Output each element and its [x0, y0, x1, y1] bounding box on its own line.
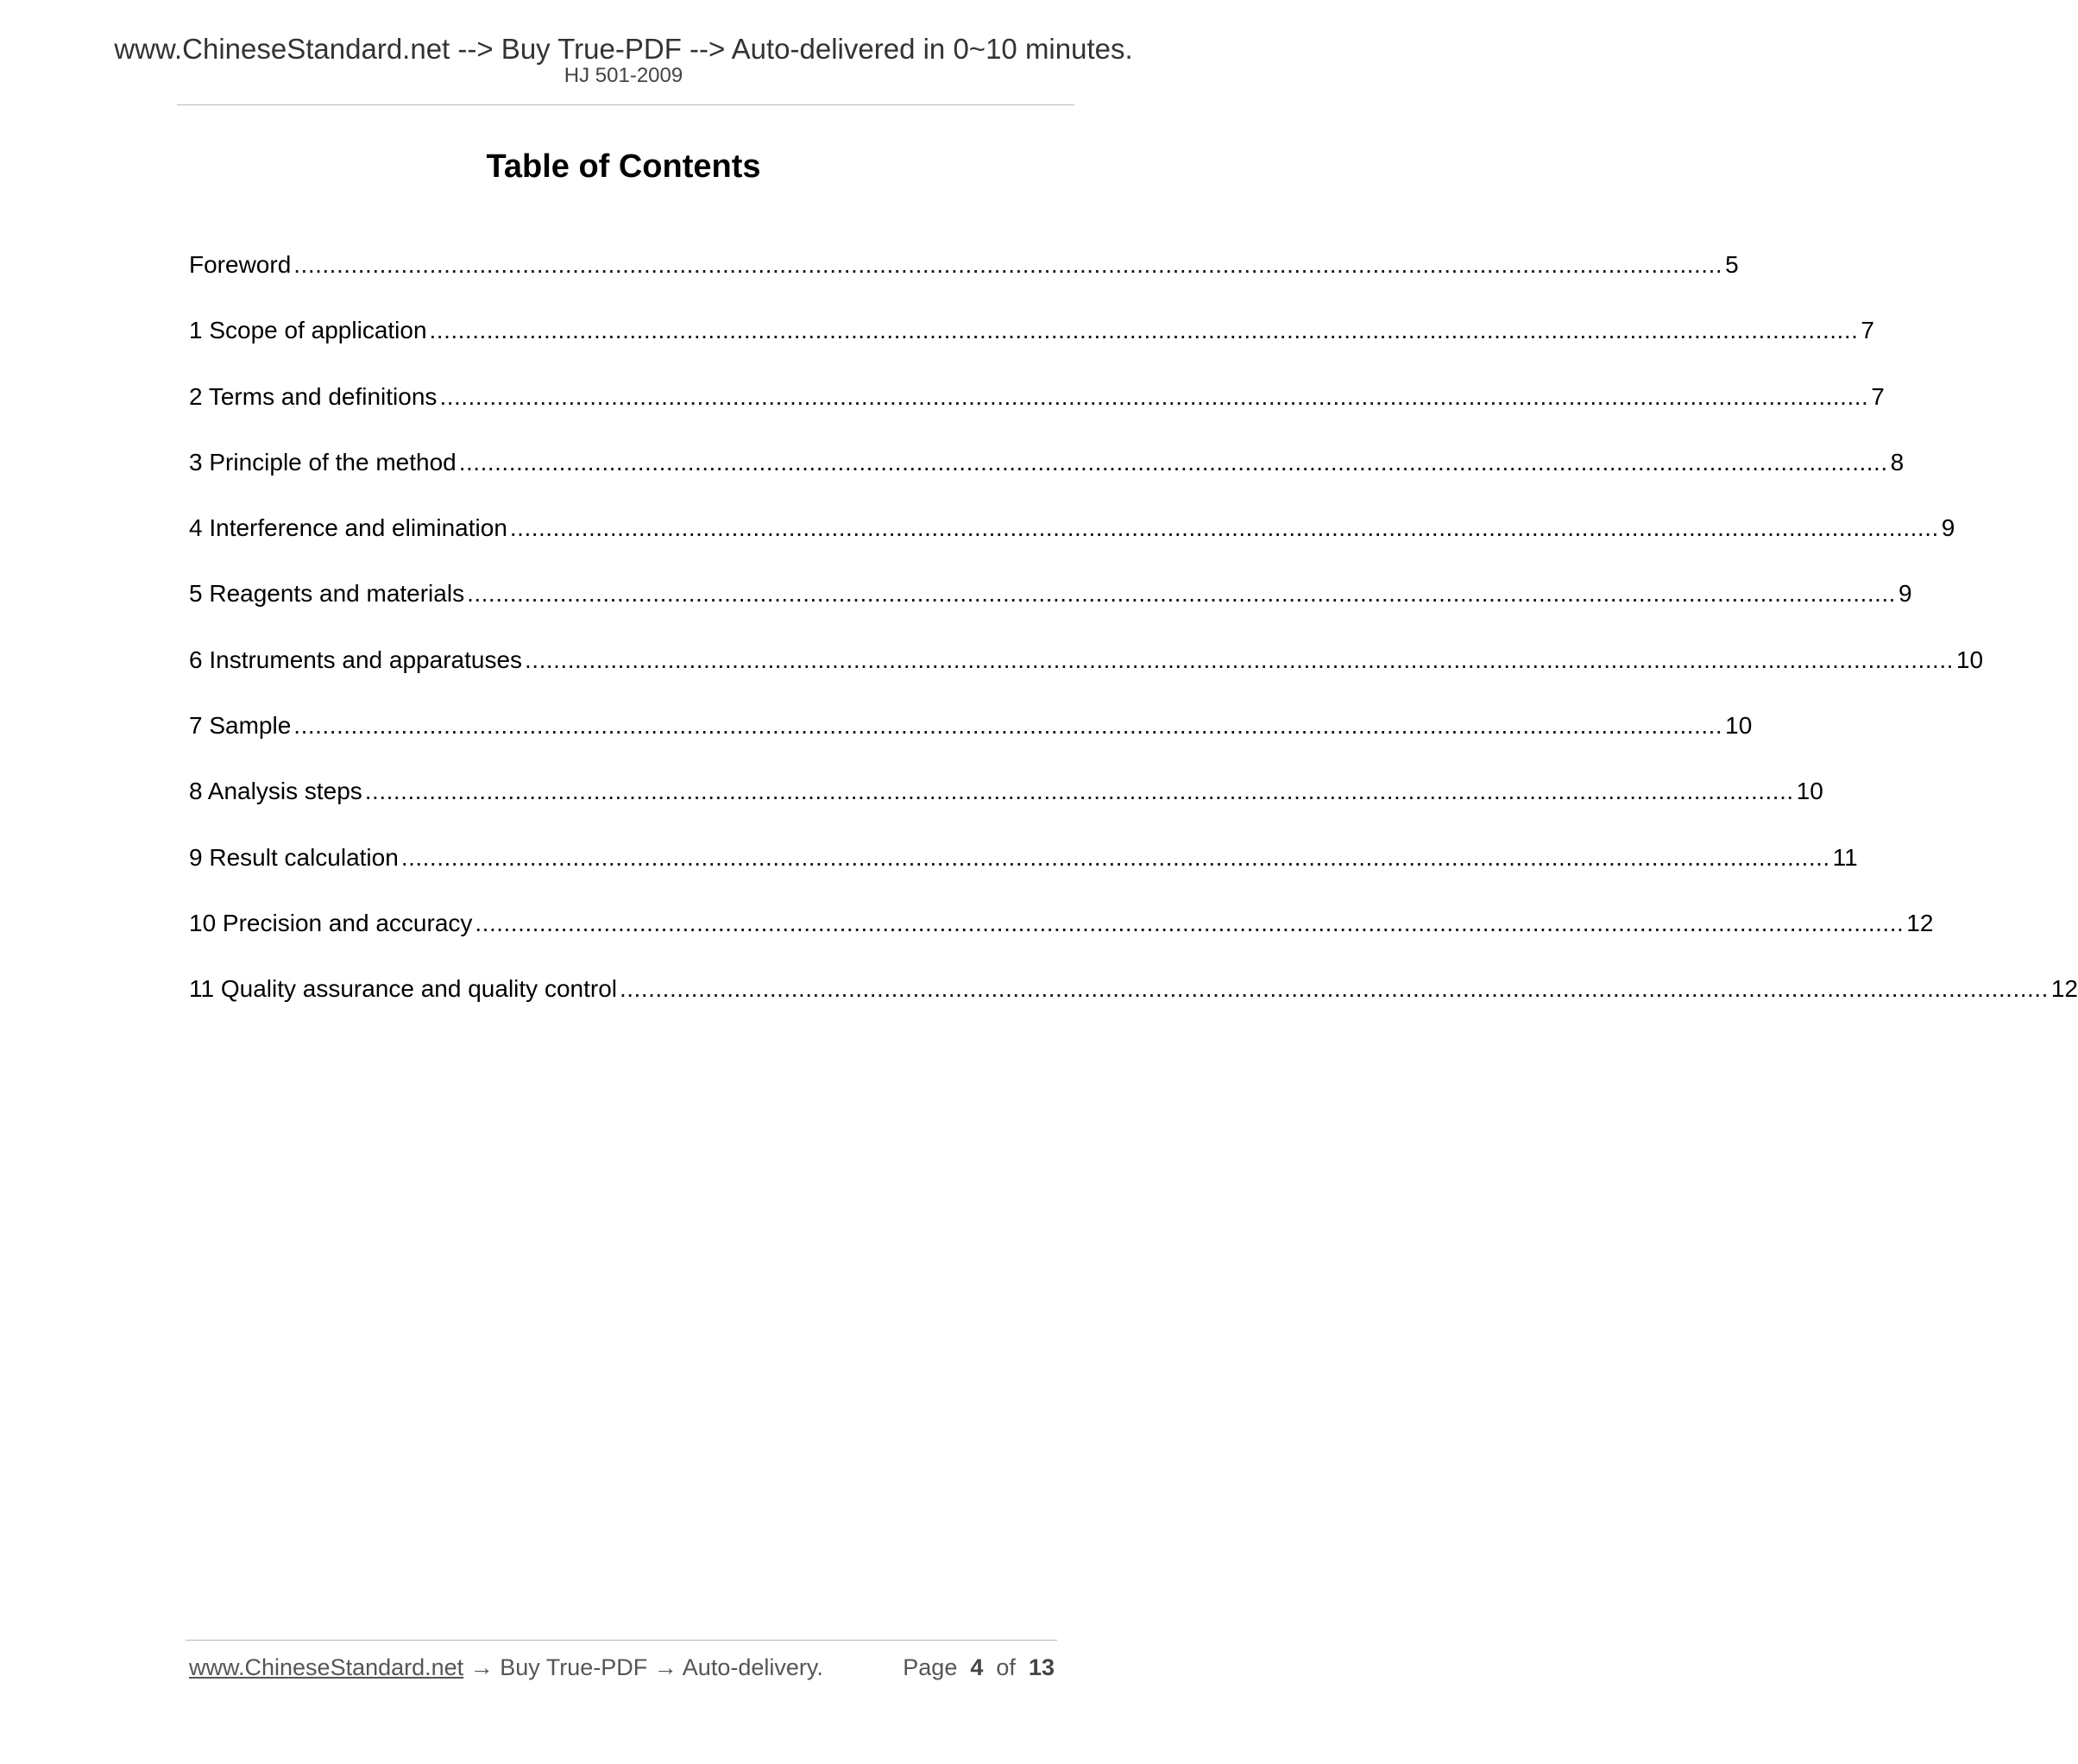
toc-entry-label: 11 Quality assurance and quality control: [189, 975, 617, 1003]
toc-entry-label: Foreword: [189, 251, 292, 278]
toc-entry-page: 9: [1941, 514, 1955, 542]
footer-divider: [186, 1640, 1057, 1641]
header-banner: www.ChineseStandard.net --> Buy True-PDF --> Auto-delivered in 0~10 minutes.: [114, 33, 1133, 65]
toc-entry-reagents[interactable]: [189, 576, 1912, 642]
toc-dot-leader: ........................................................................................................................................................................................................: [364, 778, 1794, 805]
footer-tagline: Buy True-PDF: [500, 1654, 648, 1680]
toc-entry-quality[interactable]: [189, 972, 2078, 1037]
toc-entry-page: 7: [1861, 317, 1874, 344]
toc-entry-scope[interactable]: [189, 313, 1874, 379]
page-word: Page: [903, 1654, 958, 1680]
footer-left: [189, 1656, 823, 1679]
toc-entry-page: 8: [1890, 448, 1905, 476]
toc-dot-leader: ........................................................................................................................................................................................................: [400, 843, 1830, 871]
page-total: 13: [1028, 1654, 1055, 1680]
toc-entry-label: 9 Result calculation: [189, 843, 399, 871]
footer-site-link[interactable]: www.ChineseStandard.net: [189, 1654, 464, 1680]
toc-entry-terms[interactable]: [189, 380, 1885, 445]
toc-entry-page: 12: [1906, 909, 1934, 936]
document-id: HJ 501-2009: [564, 64, 683, 87]
toc-dot-leader: ........................................................................................................................................................................................................: [293, 251, 1723, 278]
toc-entry-page: 12: [2050, 975, 2078, 1003]
toc-list: [189, 248, 2078, 1038]
header-divider: [177, 104, 1074, 105]
toc-dot-leader: ........................................................................................................................................................................................................: [525, 646, 1954, 673]
toc-entry-precision[interactable]: [189, 906, 1934, 972]
toc-dot-leader: ........................................................................................................................................................................................................: [509, 514, 1939, 542]
toc-entry-page: 7: [1871, 382, 1885, 410]
footer-tagline-2: Auto-delivery.: [682, 1654, 823, 1680]
of-word: of: [996, 1654, 1016, 1680]
toc-entry-analysis[interactable]: [189, 774, 1823, 840]
arrow-right-icon: →: [469, 1654, 494, 1680]
toc-entry-result[interactable]: [189, 841, 1858, 906]
toc-dot-leader: ........................................................................................................................................................................................................: [475, 909, 1905, 936]
toc-title: Table of Contents: [486, 148, 761, 185]
toc-entry-label: 1 Scope of application: [189, 317, 427, 344]
toc-dot-leader: ........................................................................................................................................................................................................: [439, 382, 1869, 410]
toc-entry-page: 10: [1725, 712, 1753, 740]
toc-entry-instruments[interactable]: [189, 643, 1984, 709]
arrow-right-icon: →: [653, 1654, 677, 1680]
toc-entry-sample[interactable]: [189, 709, 1753, 774]
page-current: 4: [970, 1654, 984, 1680]
toc-dot-leader: ........................................................................................................................................................................................................: [429, 317, 1859, 344]
toc-entry-label: 8 Analysis steps: [189, 778, 362, 805]
toc-entry-foreword[interactable]: [189, 248, 1739, 313]
toc-entry-label: 2 Terms and definitions: [189, 382, 438, 410]
toc-dot-leader: ........................................................................................................................................................................................................: [620, 975, 2049, 1003]
toc-entry-page: 9: [1898, 580, 1912, 608]
toc-entry-page: 10: [1955, 646, 1984, 673]
toc-dot-leader: ........................................................................................................................................................................................................: [467, 580, 1896, 608]
toc-dot-leader: ........................................................................................................................................................................................................: [293, 712, 1723, 740]
page-indicator: [903, 1656, 1055, 1679]
toc-dot-leader: ........................................................................................................................................................................................................: [458, 448, 1888, 476]
toc-entry-label: 3 Principle of the method: [189, 448, 457, 476]
toc-entry-interference[interactable]: [189, 511, 1955, 576]
toc-entry-page: 5: [1725, 251, 1739, 278]
toc-entry-label: 6 Instruments and apparatuses: [189, 646, 523, 673]
toc-entry-page: 11: [1832, 843, 1858, 871]
toc-entry-label: 4 Interference and elimination: [189, 514, 507, 542]
toc-entry-label: 7 Sample: [189, 712, 292, 740]
toc-entry-label: 5 Reagents and materials: [189, 580, 465, 608]
toc-entry-principle[interactable]: [189, 445, 1905, 511]
toc-entry-label: 10 Precision and accuracy: [189, 909, 473, 936]
toc-entry-page: 10: [1796, 778, 1823, 805]
